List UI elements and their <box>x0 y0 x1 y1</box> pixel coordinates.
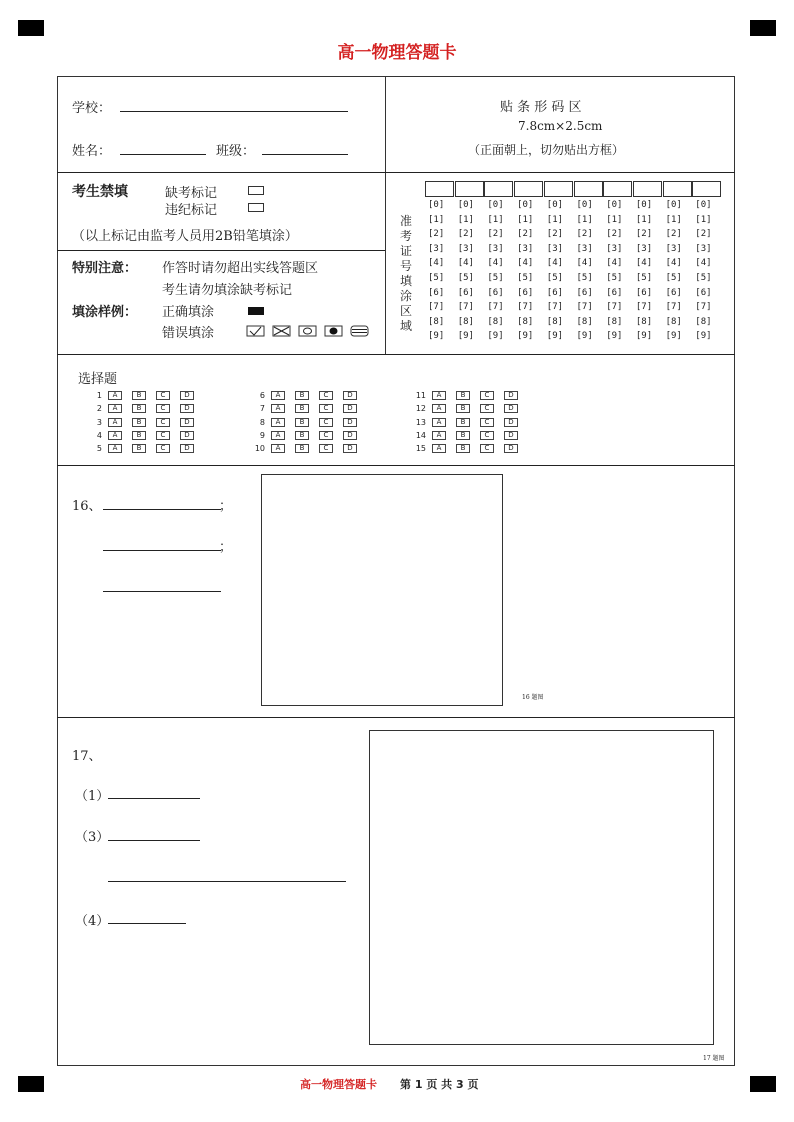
q17-part-3-label: （3） <box>75 830 110 845</box>
choice-option-bubble[interactable]: D <box>504 404 518 413</box>
id-digit-write-box[interactable] <box>663 181 692 197</box>
wrong-label: 错误填涂 <box>162 326 215 341</box>
choice-option-bubble[interactable]: D <box>343 404 357 413</box>
class-label: 班级： <box>216 144 256 159</box>
id-digit-bubble[interactable]: [5] <box>695 272 712 283</box>
id-digit-bubble[interactable]: [5] <box>665 272 682 283</box>
choice-question-number: 12 <box>415 404 426 414</box>
id-digit-bubble[interactable]: [2] <box>576 229 593 240</box>
q17-part-4-label: （4） <box>75 914 110 929</box>
barcode-title: 贴 条 形 码 区 <box>500 100 582 115</box>
id-digit-bubble[interactable]: [1] <box>487 214 504 225</box>
id-digit-bubble[interactable]: [7] <box>695 302 712 313</box>
choice-question-row <box>88 418 204 427</box>
id-digit-bubble[interactable]: [6] <box>546 287 564 298</box>
id-digit-column <box>636 198 652 344</box>
id-digit-bubble[interactable]: [2] <box>487 229 504 240</box>
id-digit-bubble[interactable]: [3] <box>576 243 593 254</box>
forbidden-label: 考生禁填 <box>72 184 128 200</box>
id-digit-column <box>428 198 444 344</box>
choice-option-bubble[interactable]: D <box>180 431 194 440</box>
page-title: 高一物理答题卡 <box>337 43 457 63</box>
choice-question-row <box>88 391 204 400</box>
id-digit-write-box[interactable] <box>633 181 662 197</box>
id-digit-bubble[interactable]: [1] <box>695 214 712 225</box>
id-digit-column <box>547 198 563 344</box>
q17-drawing-area[interactable] <box>369 730 714 1045</box>
q17-part-1-answer[interactable] <box>108 798 200 799</box>
id-digit-bubble[interactable]: [2] <box>695 229 712 240</box>
id-digit-bubble[interactable]: [9] <box>635 331 653 342</box>
id-digit-bubble[interactable]: [1] <box>546 214 564 225</box>
choice-option-bubble[interactable]: B <box>132 444 146 453</box>
id-digit-bubble[interactable]: [5] <box>517 272 534 283</box>
choice-option-bubble[interactable]: B <box>132 404 146 413</box>
choice-question-number: 3 <box>96 417 102 427</box>
id-digit-bubble[interactable]: [3] <box>457 243 474 254</box>
id-digit-bubble[interactable]: [7] <box>428 302 445 313</box>
correct-label: 正确填涂 <box>162 305 215 320</box>
id-digit-bubble[interactable]: [6] <box>695 287 712 298</box>
id-digit-bubble[interactable]: [8] <box>546 316 564 327</box>
violation-label: 违纪标记 <box>165 203 218 218</box>
choice-option-bubble[interactable]: C <box>480 431 494 440</box>
choice-option-bubble[interactable]: D <box>180 404 194 413</box>
id-digit-bubble[interactable]: [4] <box>517 258 534 269</box>
choice-option-bubble[interactable]: A <box>271 444 285 453</box>
correct-fill-sample <box>248 307 264 315</box>
q17-part-1-label: （1） <box>75 789 110 804</box>
id-digit-bubble[interactable]: [6] <box>517 287 534 298</box>
id-digit-column <box>517 198 533 344</box>
absent-label: 缺考标记 <box>165 186 218 201</box>
choice-option-bubble[interactable]: C <box>480 418 494 427</box>
choice-option-bubble[interactable]: C <box>319 431 333 440</box>
choice-option-bubble[interactable]: C <box>156 444 170 453</box>
id-digit-bubble[interactable]: [3] <box>546 243 564 254</box>
id-digit-bubble[interactable]: [9] <box>695 331 712 342</box>
id-digit-bubble[interactable]: [1] <box>576 214 593 225</box>
choice-option-bubble[interactable]: D <box>504 431 518 440</box>
id-digit-bubble[interactable]: [6] <box>487 287 504 298</box>
id-digit-write-box[interactable] <box>455 181 484 197</box>
id-digit-bubble[interactable]: [0] <box>428 200 445 210</box>
id-digit-bubble[interactable]: [0] <box>576 200 593 210</box>
id-digit-bubble[interactable]: [7] <box>546 302 564 313</box>
id-digit-bubble[interactable]: [5] <box>606 272 623 283</box>
id-digit-bubble[interactable]: [5] <box>546 272 564 283</box>
choice-question-row <box>88 431 204 440</box>
id-digit-bubble[interactable]: [3] <box>487 243 504 254</box>
id-digit-bubble[interactable]: [2] <box>517 229 534 240</box>
id-digit-bubble[interactable]: [3] <box>517 243 534 254</box>
id-digit-bubble[interactable]: [7] <box>606 302 623 313</box>
choice-option-bubble[interactable]: D <box>504 418 518 427</box>
wrong-sample-lines-icon <box>351 326 368 336</box>
choice-option-bubble[interactable]: C <box>480 444 494 453</box>
choice-option-bubble[interactable]: D <box>180 391 194 400</box>
choice-option-bubble[interactable]: B <box>456 431 470 440</box>
id-digit-bubble[interactable]: [2] <box>606 229 623 240</box>
id-digit-bubble[interactable]: [7] <box>576 302 593 313</box>
choice-question-number: 14 <box>415 430 426 440</box>
choice-option-bubble[interactable]: A <box>271 418 285 427</box>
q17-number: 17、 <box>72 749 102 764</box>
choice-option-bubble[interactable]: A <box>108 431 122 440</box>
id-digit-column <box>577 198 593 344</box>
id-digit-bubble[interactable]: [7] <box>517 302 534 313</box>
choice-option-bubble[interactable]: A <box>108 418 122 427</box>
choice-question-number: 1 <box>96 391 102 400</box>
id-digit-bubble[interactable]: [3] <box>428 243 445 254</box>
choice-option-bubble[interactable]: D <box>343 431 357 440</box>
id-digit-bubble[interactable]: [6] <box>428 287 445 298</box>
q17-part-4-answer[interactable] <box>108 923 186 924</box>
id-digit-column <box>695 198 711 344</box>
choice-option-bubble[interactable]: B <box>295 391 309 400</box>
choice-option-bubble[interactable]: C <box>319 418 333 427</box>
header-divider <box>57 172 735 173</box>
choice-question-number: 15 <box>415 444 426 454</box>
q17-figure-label: 17 题图 <box>703 1055 725 1062</box>
choice-option-bubble[interactable]: A <box>432 444 446 453</box>
id-digit-bubble[interactable]: [5] <box>576 272 593 283</box>
id-digit-bubble[interactable]: [9] <box>665 331 682 342</box>
choice-option-bubble[interactable]: C <box>319 444 333 453</box>
choice-question-row <box>251 444 367 453</box>
violation-mark-box[interactable] <box>248 203 264 212</box>
q16-answer-1[interactable] <box>103 509 221 510</box>
attention-line-2: 考生请勿填涂缺考标记 <box>162 283 293 298</box>
q17-part-3-answer-2[interactable] <box>108 881 346 882</box>
choice-question-row <box>412 431 528 440</box>
id-digit-column <box>666 198 682 344</box>
id-digit-write-box[interactable] <box>514 181 543 197</box>
section-divider-2 <box>57 465 735 466</box>
id-digit-bubble[interactable]: [0] <box>635 200 653 210</box>
id-digit-bubble[interactable]: [4] <box>635 258 653 269</box>
id-digit-bubble[interactable]: [0] <box>517 200 534 210</box>
choice-option-bubble[interactable]: B <box>456 418 470 427</box>
id-digit-bubble[interactable]: [1] <box>635 214 653 225</box>
choice-option-bubble[interactable]: B <box>295 418 309 427</box>
choice-option-bubble[interactable]: C <box>156 418 170 427</box>
q16-semicolon-2: ； <box>219 540 233 555</box>
id-digit-write-box[interactable] <box>574 181 603 197</box>
id-digit-bubble[interactable]: [5] <box>635 272 653 283</box>
choice-option-bubble[interactable]: C <box>480 404 494 413</box>
choice-option-bubble[interactable]: C <box>156 404 170 413</box>
id-digit-bubble[interactable]: [2] <box>428 229 445 240</box>
choice-option-bubble[interactable]: A <box>271 404 285 413</box>
q16-drawing-area[interactable] <box>261 474 503 706</box>
id-digit-bubble[interactable]: [3] <box>606 243 623 254</box>
id-digit-bubble[interactable]: [4] <box>576 258 593 269</box>
id-digit-bubble[interactable]: [8] <box>576 316 593 327</box>
registration-mark-top-right <box>750 20 776 36</box>
id-digit-bubble[interactable]: [9] <box>517 331 534 342</box>
id-digit-column <box>606 198 622 344</box>
id-digit-bubble[interactable]: [9] <box>576 331 593 342</box>
section-divider-1 <box>57 354 735 355</box>
id-digit-bubble[interactable]: [8] <box>635 316 653 327</box>
id-digit-bubble[interactable]: [0] <box>606 200 623 210</box>
id-digit-bubble[interactable]: [2] <box>665 229 682 240</box>
id-digit-bubble[interactable]: [0] <box>546 200 564 210</box>
id-digit-bubble[interactable]: [2] <box>546 229 564 240</box>
id-digit-write-box[interactable] <box>484 181 513 197</box>
choice-option-bubble[interactable]: B <box>456 444 470 453</box>
id-digit-bubble[interactable]: [0] <box>457 200 474 210</box>
id-digit-bubble[interactable]: [1] <box>457 214 474 225</box>
id-digit-bubble[interactable]: [3] <box>665 243 682 254</box>
registration-mark-top-left <box>18 20 44 36</box>
id-digit-bubble[interactable]: [0] <box>487 200 504 210</box>
choice-question-number: 10 <box>254 444 265 454</box>
school-field[interactable] <box>120 111 348 112</box>
id-digit-bubble[interactable]: [4] <box>487 258 504 269</box>
choice-option-bubble[interactable]: A <box>108 444 122 453</box>
id-digit-bubble[interactable]: [5] <box>487 272 504 283</box>
id-digit-bubble[interactable]: [8] <box>517 316 534 327</box>
q17-part-3-answer-1[interactable] <box>108 840 200 841</box>
id-digit-write-box[interactable] <box>692 181 721 197</box>
id-digit-column <box>487 198 503 344</box>
choice-option-bubble[interactable]: D <box>504 391 518 400</box>
choice-question-number: 9 <box>259 430 265 440</box>
id-digit-bubble[interactable]: [4] <box>665 258 682 269</box>
id-digit-bubble[interactable]: [0] <box>665 200 682 210</box>
choice-option-bubble[interactable]: B <box>132 431 146 440</box>
choice-question-number: 11 <box>415 391 426 400</box>
id-digit-bubble[interactable]: [9] <box>457 331 474 342</box>
id-digit-write-box[interactable] <box>544 181 573 197</box>
choice-option-bubble[interactable]: A <box>271 391 285 400</box>
choice-question-row <box>412 404 528 413</box>
q16-figure-label: 16 题图 <box>522 694 544 701</box>
choice-option-bubble[interactable]: D <box>343 391 357 400</box>
choice-option-bubble[interactable]: B <box>295 404 309 413</box>
choice-question-row <box>251 418 367 427</box>
wrong-sample-dot-icon <box>325 326 342 336</box>
choice-option-bubble[interactable]: B <box>456 404 470 413</box>
candidate-vertical-divider <box>385 173 386 354</box>
id-digit-bubble[interactable]: [8] <box>695 316 712 327</box>
choice-question-row <box>88 444 204 453</box>
choice-question-number: 7 <box>259 404 265 414</box>
registration-mark-bottom-right <box>750 1076 776 1092</box>
choice-option-bubble[interactable]: D <box>504 444 518 453</box>
marking-note: （以上标记由监考人员用2B铅笔填涂） <box>72 229 298 244</box>
id-digit-bubble[interactable]: [1] <box>428 214 445 225</box>
q16-answer-2[interactable] <box>103 550 221 551</box>
choice-question-number: 6 <box>259 391 265 400</box>
registration-mark-bottom-left <box>18 1076 44 1092</box>
id-digit-bubble[interactable]: [6] <box>457 287 474 298</box>
choice-question-row <box>412 418 528 427</box>
wrong-fill-samples <box>246 325 370 337</box>
choice-option-bubble[interactable]: A <box>108 404 122 413</box>
id-digit-bubble[interactable]: [1] <box>665 214 682 225</box>
id-digit-bubble[interactable]: [5] <box>457 272 474 283</box>
choice-option-bubble[interactable]: A <box>271 431 285 440</box>
id-digit-bubble[interactable]: [6] <box>606 287 623 298</box>
choice-option-bubble[interactable]: D <box>180 444 194 453</box>
choice-question-number: 13 <box>415 417 426 427</box>
id-digit-bubble[interactable]: [3] <box>635 243 653 254</box>
choice-option-bubble[interactable]: A <box>108 391 122 400</box>
id-digit-bubble[interactable]: [9] <box>487 331 504 342</box>
sample-label: 填涂样例： <box>72 305 138 320</box>
id-digit-bubble[interactable]: [8] <box>487 316 504 327</box>
barcode-note: （正面朝上，切勿贴出方框） <box>468 143 625 157</box>
choice-option-bubble[interactable]: C <box>156 391 170 400</box>
choice-option-bubble[interactable]: D <box>343 418 357 427</box>
choice-option-bubble[interactable]: A <box>432 391 446 400</box>
choice-option-bubble[interactable]: C <box>319 404 333 413</box>
choice-question-number: 8 <box>259 417 265 427</box>
choice-option-bubble[interactable]: B <box>132 418 146 427</box>
choice-question-row <box>251 431 367 440</box>
choice-question-row <box>412 391 528 400</box>
absent-mark-box[interactable] <box>248 186 264 195</box>
choice-question-number: 5 <box>96 444 102 454</box>
choice-option-bubble[interactable]: B <box>456 391 470 400</box>
attention-line-1: 作答时请勿超出实线答题区 <box>162 261 319 276</box>
choice-option-bubble[interactable]: C <box>480 391 494 400</box>
id-digit-bubble[interactable]: [8] <box>457 316 474 327</box>
wrong-sample-cross-icon <box>273 326 290 336</box>
choice-option-bubble[interactable]: C <box>156 431 170 440</box>
id-digit-bubble[interactable]: [8] <box>665 316 682 327</box>
barcode-size: 7.8cm×2.5cm <box>518 119 603 133</box>
wrong-sample-check-icon <box>247 326 264 336</box>
q16-number: 16、 <box>72 499 102 514</box>
attention-label: 特别注意： <box>72 261 138 276</box>
footer-page-info: 第 1 页 共 3 页 <box>400 1078 479 1091</box>
id-digit-bubble[interactable]: [3] <box>695 243 712 254</box>
school-label: 学校： <box>72 101 112 116</box>
id-digit-bubble[interactable]: [4] <box>457 258 474 269</box>
footer-title: 高一物理答题卡 <box>300 1078 377 1091</box>
choice-question-number: 4 <box>96 430 102 440</box>
id-digit-bubble[interactable]: [4] <box>606 258 623 269</box>
id-digit-bubble[interactable]: [2] <box>635 229 653 240</box>
id-digit-bubble[interactable]: [7] <box>635 302 653 313</box>
choice-option-bubble[interactable]: C <box>319 391 333 400</box>
id-digit-bubble[interactable]: [9] <box>428 331 445 342</box>
choice-option-bubble[interactable]: A <box>432 404 446 413</box>
choice-question-row <box>251 404 367 413</box>
name-label: 姓名： <box>72 144 112 159</box>
choice-option-bubble[interactable]: A <box>432 431 446 440</box>
choice-question-number: 2 <box>96 404 102 414</box>
choice-question-row <box>412 444 528 453</box>
id-digit-bubble[interactable]: [1] <box>517 214 534 225</box>
id-digit-bubble[interactable]: [0] <box>695 200 712 210</box>
id-digit-bubble[interactable]: [4] <box>546 258 564 269</box>
name-field[interactable] <box>120 154 206 155</box>
choice-option-bubble[interactable]: A <box>432 418 446 427</box>
id-digit-bubble[interactable]: [6] <box>576 287 593 298</box>
id-digit-bubble[interactable]: [5] <box>428 272 445 283</box>
class-field[interactable] <box>262 154 348 155</box>
q16-semicolon-1: ； <box>219 499 233 514</box>
choice-question-row <box>251 391 367 400</box>
id-digit-bubble[interactable]: [2] <box>457 229 474 240</box>
id-digit-bubble[interactable]: [6] <box>665 287 682 298</box>
id-digit-bubble[interactable]: [7] <box>665 302 682 313</box>
id-digit-bubble[interactable]: [9] <box>546 331 564 342</box>
wrong-sample-circle-icon <box>299 326 316 336</box>
choice-option-bubble[interactable]: B <box>132 391 146 400</box>
id-digit-bubble[interactable]: [9] <box>606 331 623 342</box>
id-digit-write-box[interactable] <box>425 181 454 197</box>
id-digit-write-box[interactable] <box>603 181 632 197</box>
section-divider-3 <box>57 717 735 718</box>
id-digit-column <box>458 198 474 344</box>
id-digit-bubble[interactable]: [7] <box>457 302 474 313</box>
id-digit-bubble[interactable]: [6] <box>635 287 653 298</box>
choice-question-row <box>88 404 204 413</box>
choice-section-label: 选择题 <box>78 372 118 387</box>
choice-option-bubble[interactable]: B <box>295 431 309 440</box>
id-digit-bubble[interactable]: [4] <box>695 258 712 269</box>
id-digit-bubble[interactable]: [1] <box>606 214 623 225</box>
choice-option-bubble[interactable]: B <box>295 444 309 453</box>
choice-option-bubble[interactable]: D <box>180 418 194 427</box>
id-digit-bubble[interactable]: [8] <box>428 316 445 327</box>
id-digit-bubble[interactable]: [8] <box>606 316 623 327</box>
id-vertical-label: 准考证号填涂区域 <box>399 214 412 333</box>
id-digit-bubble[interactable]: [4] <box>428 258 445 269</box>
q16-answer-3[interactable] <box>103 591 221 592</box>
choice-option-bubble[interactable]: D <box>343 444 357 453</box>
id-digit-bubble[interactable]: [7] <box>487 302 504 313</box>
candidate-horizontal-divider <box>57 250 385 251</box>
